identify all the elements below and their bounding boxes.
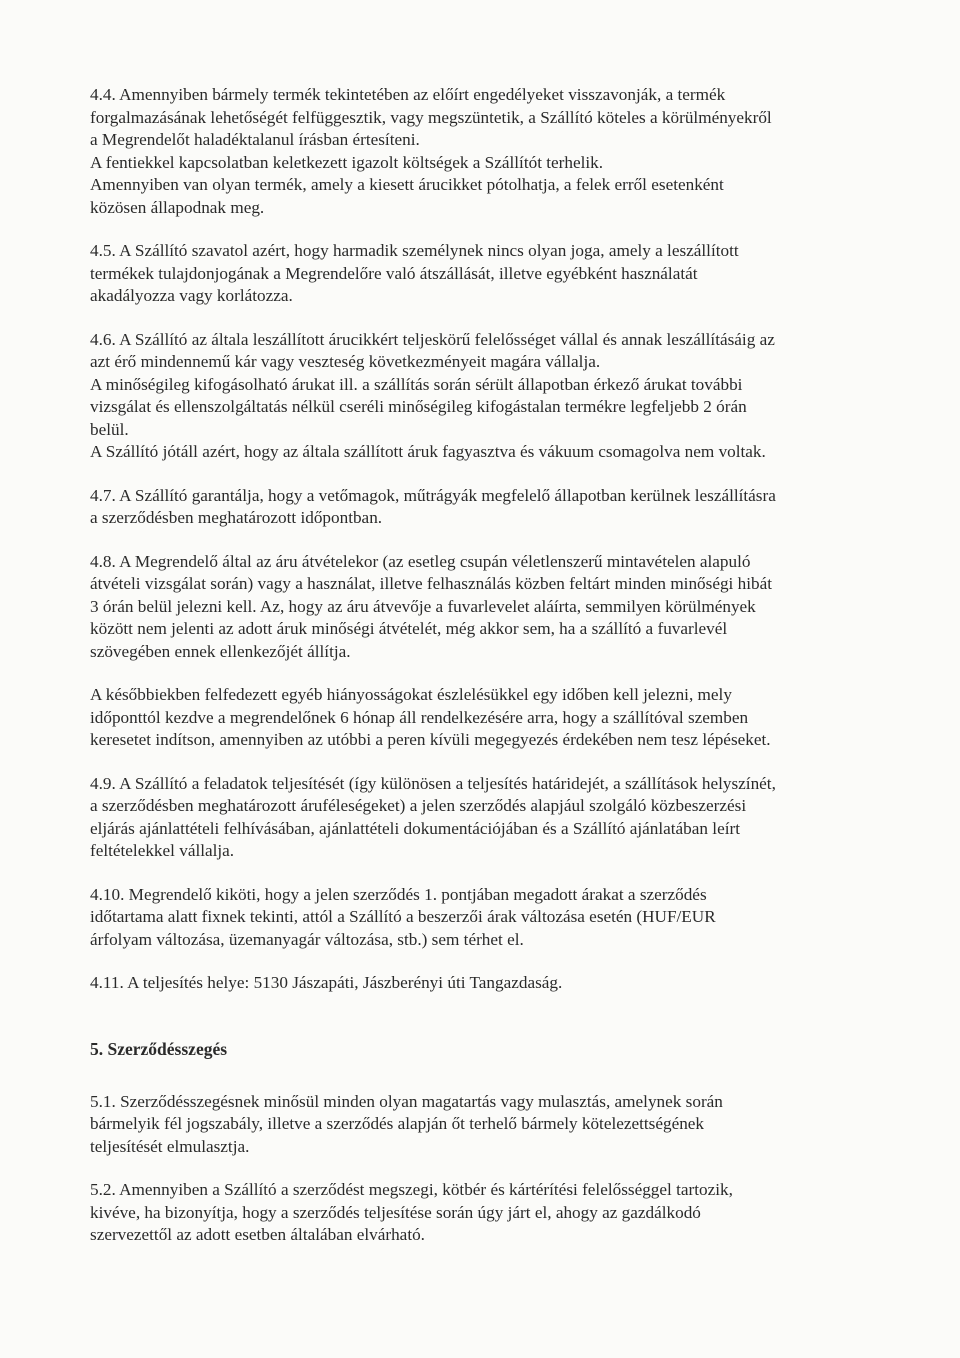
text-line: keresetet indítson, amennyiben az utóbbi a peren kívüli megegyezés érdekében nem tesz lépéseket.	[90, 730, 771, 749]
text-line: a szerződésben meghatározott áruféleségeket) a jelen szerződés alapjául szolgáló közbeszerzési	[90, 796, 747, 815]
text-line: Amennyiben van olyan termék, amely a kiesett árucikket pótolhatja, a felek erről esetenként	[90, 175, 724, 194]
text-line: időponttól kezdve a megrendelőnek 6 hónap áll rendelkezésére arra, hogy a szállítóval szemben	[90, 707, 749, 727]
text-line: 4.6. A Szállító az általa leszállított árucikkért teljeskörű felelősséget vállal és annak leszállításáig az	[90, 329, 775, 349]
text-line: között nem jelenti az adott áruk minőségi átvételét, még akkor sem, ha a szállító a fuvarlevél	[90, 619, 728, 638]
text-line: 4.4. Amennyiben bármely termék tekintetében az előírt engedélyeket visszavonják, a termék	[90, 85, 726, 104]
text-line: bármelyik fél jogszabály, illetve a szerződés alapján őt terhelő bármely kötelezettségének	[90, 1114, 705, 1133]
section-heading: 5. Szerződésszegés	[90, 1038, 228, 1059]
text-line: a Megrendelőt haladéktalanul írásban értesíteni.	[90, 130, 420, 149]
text-line: A fentiekkel kapcsolatban keletkezett igazolt költségek a Szállítót terhelik.	[90, 152, 604, 172]
paragraph-5-1	[90, 1091, 868, 1159]
text-line: 4.5. A Szállító szavatol azért, hogy harmadik személynek nincs olyan joga, amely a leszállított	[90, 241, 739, 260]
text-line: A minőségileg kifogásolható árukat ill. a szállítás során sérült állapotban érkező árukat további	[90, 374, 743, 394]
text-line: a szerződésben meghatározott időpontban.	[90, 508, 383, 527]
text-line: időtartama alatt fixnek tekinti, attól a Szállító a beszerzői árak változása esetén (HUF/EUR	[90, 907, 716, 926]
paragraph-4-8-continued	[90, 684, 868, 752]
text-line: 5.2. Amennyiben a Szállító a szerződést megszegi, kötbér és kártérítési felelősséggel tartozik,	[90, 1180, 733, 1199]
text-line: akadályozza vagy korlátozza.	[90, 286, 293, 305]
text-line: belül.	[90, 419, 129, 439]
text-line: 4.9. A Szállító a feladatok teljesítését (így különösen a teljesítés határidejét, a szállítások helyszínét,	[90, 773, 776, 793]
text-line: átvételi vizsgálat során) vagy a használat, illetve felhasználás közben feltárt minden minőségi hibát	[90, 574, 772, 593]
text-line: 5.1. Szerződésszegésnek minősül minden olyan magatartás vagy mulasztás, amelynek során	[90, 1091, 723, 1111]
text-line: A későbbiekben felfedezett egyéb hiányosságokat észlelésükkel egy időben kell jelezni, mely	[90, 685, 732, 704]
text-line: kivéve, ha bizonyítja, hogy a szerződés teljesítése során úgy járt el, ahogy az gazdálkodó	[90, 1202, 701, 1222]
text-line: 4.11. A teljesítés helye: 5130 Jászapáti, Jászberényi úti Tangazdaság.	[90, 973, 563, 992]
paragraph-4-11	[90, 972, 868, 995]
text-line: vizsgálat és ellenszolgáltatás nélkül cseréli minőségileg kifogástalan termékre legfeljebb 2 órán	[90, 397, 747, 416]
paragraph-4-9	[90, 773, 868, 863]
paragraph-4-6	[90, 329, 868, 464]
paragraph-4-4	[90, 84, 868, 219]
text-line: szervezettől az adott esetben általában elvárható.	[90, 1225, 425, 1244]
text-line: teljesítését elmulasztja.	[90, 1136, 250, 1156]
text-line: szövegében ennek ellenkezőjét állítja.	[90, 641, 351, 661]
text-line: azt érő mindennemű kár vagy veszteség következményeit magára vállalja.	[90, 352, 601, 371]
text-line: közösen állapodnak meg.	[90, 197, 265, 217]
text-line: 4.10. Megrendelő kiköti, hogy a jelen szerződés 1. pontjában megadott árakat a szerződés	[90, 884, 707, 904]
text-line: 4.7. A Szállító garantálja, hogy a vetőmagok, műtrágyák megfelelő állapotban kerülnek leszállításra	[90, 485, 776, 505]
paragraph-5-2	[90, 1179, 868, 1247]
paragraph-4-10	[90, 884, 868, 952]
text-line: feltételekkel vállalja.	[90, 841, 235, 860]
text-line: termékek tulajdonjogának a Megrendelőre való átszállását, illetve egyébként használatát	[90, 263, 698, 283]
text-line: 4.8. A Megrendelő által az áru átvételekor (az esetleg csupán véletlenszerű mintavételen alapuló	[90, 551, 751, 571]
text-line: A Szállító jótáll azért, hogy az általa szállított áruk fagyasztva és vákuum csomagolva nem voltak.	[90, 442, 766, 461]
paragraph-4-5	[90, 240, 868, 308]
text-line: forgalmazásának lehetőségét felfüggesztik, vagy megszüntetik, a Szállító köteles a körülményekről	[90, 107, 772, 127]
text-line: eljárás ajánlattételi felhívásában, ajánlattételi dokumentációjában és a Szállító ajánlatában leírt	[90, 818, 740, 838]
text-line: 3 órán belül jelezni kell. Az, hogy az áru átvevője a fuvarlevelet aláírta, semmilyen körülmények	[90, 596, 756, 616]
paragraph-4-8	[90, 551, 868, 664]
text-line: árfolyam változása, üzemanyagár változása, stb.) sem térhet el.	[90, 929, 524, 949]
paragraph-4-7	[90, 485, 868, 530]
